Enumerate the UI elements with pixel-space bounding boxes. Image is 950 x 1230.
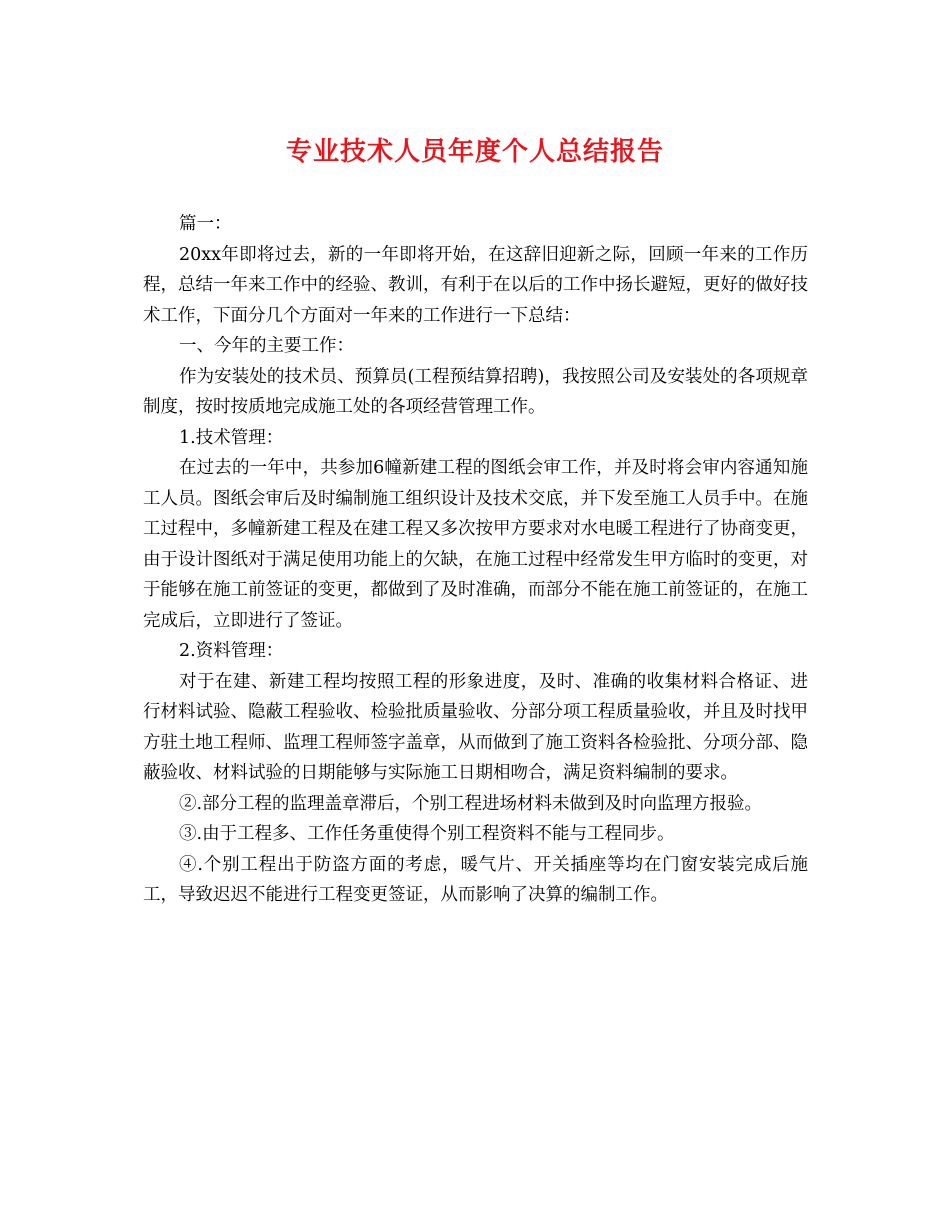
section-heading-main-work: 一、今年的主要工作： [179,336,354,356]
issue-item-2: ②.部分工程的监理盖章滞后，个别工程进场材料未做到及时向监理方报验。 [179,793,763,814]
document-management-paragraph: 对于在建、新建工程均按照工程的形象进度，及时、准确的收集材料合格证、进行材料试验、隐蔽工程验收、检验批质量验收、分部分项工程质量验收，并且及时找甲方驻土地工程师、监理工程师签字盖章，从而做到了施工资料各检验批、分项分部、隐蔽验收、材料试验的日期能够与实际施工日期相吻合，满足资料编制的要求。 [143,671,808,783]
technical-management-paragraph: 在过去的一年中，共参加6幢新建工程的图纸会审工作，并及时将会审内容通知施工人员。图纸会审后及时编制施工组织设计及技术交底，并下发至施工人员手中。在施工过程中，多幢新建工程及在建工程又多次按甲方要求对水电暖工程进行了协商变更，由于设计图纸对于满足使用功能上的欠缺，在施工过程中经常发生甲方临时的变更，对于能够在施工前签证的变更，都做到了及时准确，而部分不能在施工前签证的，在施工完成后，立即进行了签证。 [143,458,808,631]
intro-paragraph: 20xx年即将过去，新的一年即将开始，在这辞旧迎新之际，回顾一年来的工作历程，总结一年来工作中的经验、教训，有利于在以后的工作中扬长避短，更好的做好技术工作，下面分几个方面对一年来的工作进行一下总结： [143,244,808,326]
subheading-technical-management: 1.技术管理： [179,427,284,448]
subheading-document-management: 2.资料管理： [179,641,284,661]
role-paragraph: 作为安装处的技术员、预算员(工程预结算招聘)，我按照公司及安装处的各项规章制度，按时按质地完成施工处的各项经营管理工作。 [143,366,808,417]
document-body [143,209,808,911]
document-title: 专业技术人员年度个人总结报告 [285,137,664,167]
issue-item-3: ③.由于工程多、工作任务重使得个别工程资料不能与工程同步。 [179,824,675,844]
issue-item-4: ④.个别工程出于防盗方面的考虑，暖气片、开关插座等均在门窗安装完成后施工，导致迟迟不能进行工程变更签证，从而影响了决算的编制工作。 [143,854,808,905]
section-heading-part-one: 篇一： [179,214,232,234]
